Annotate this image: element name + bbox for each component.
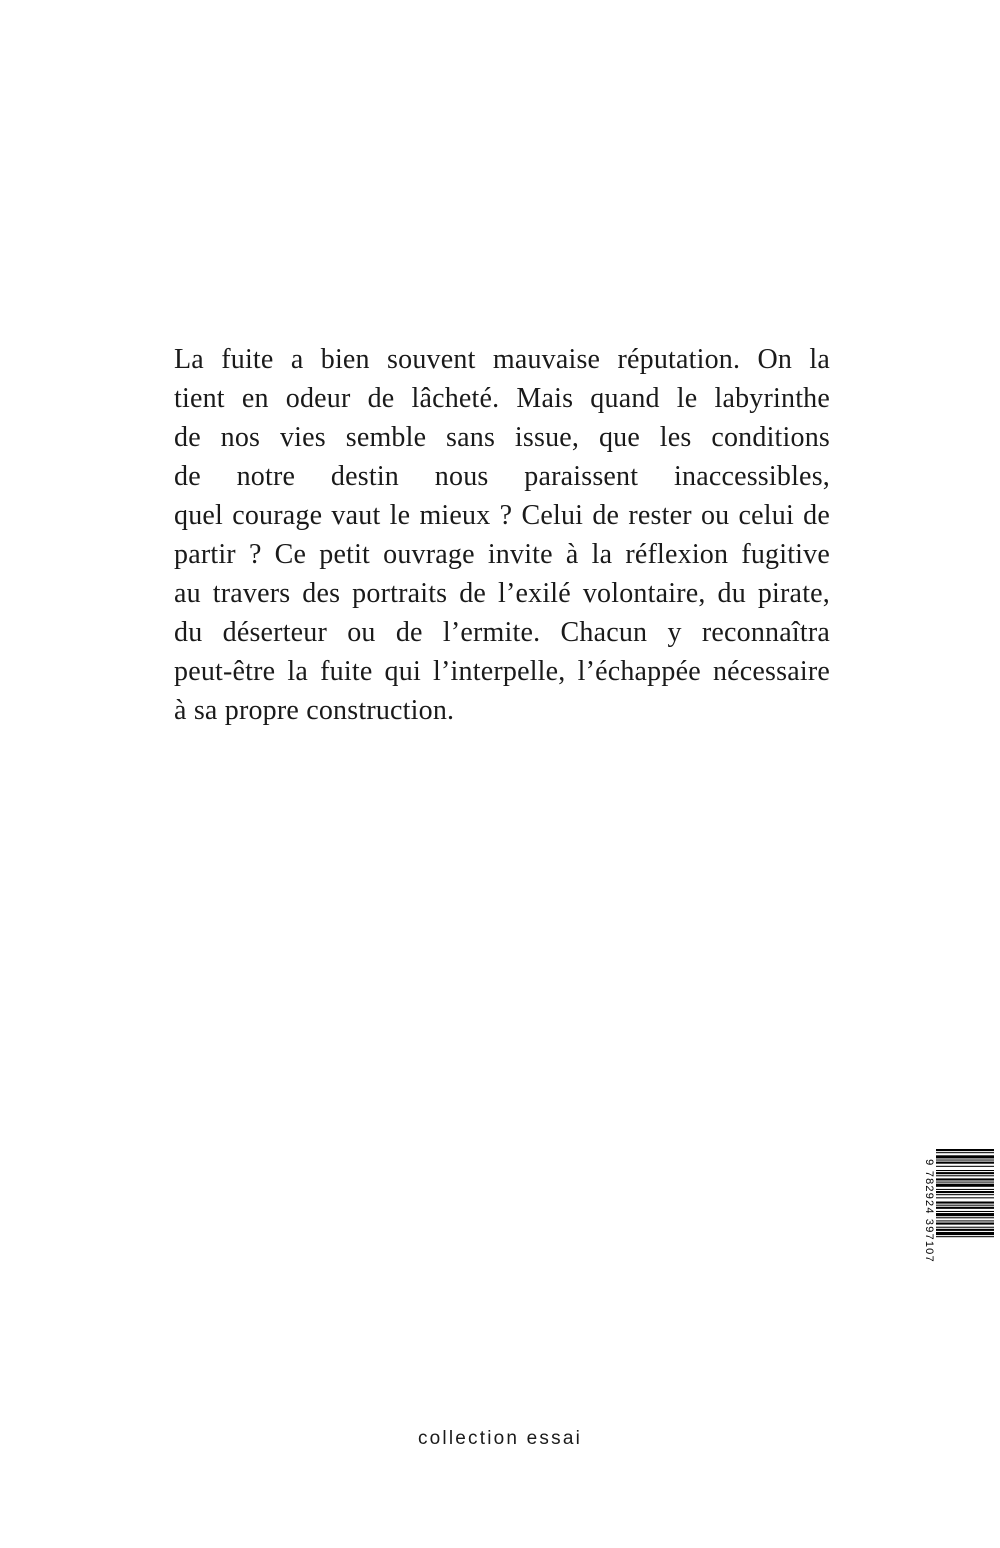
blurb-line: quel courage vaut le mieux ? Celui de rester ou celui de	[174, 500, 830, 531]
blurb-line: peut-être la fuite qui l’interpelle, l’échappée nécessaire	[174, 656, 830, 687]
barcode-bar	[936, 1152, 994, 1153]
blurb-line: du déserteur ou de l’ermite. Chacun y reconnaîtra	[174, 617, 830, 648]
blurb-line: au travers des portraits de l’exilé volontaire, du pirate,	[174, 578, 830, 609]
collection-label: collection essai	[417, 1428, 583, 1449]
barcode-bar	[936, 1191, 994, 1193]
barcode-bar	[936, 1162, 994, 1164]
barcode-bar	[936, 1166, 994, 1167]
barcode-bar	[936, 1197, 994, 1198]
barcode-bar	[936, 1184, 994, 1187]
barcode-bar	[936, 1189, 994, 1190]
barcode-bar	[936, 1213, 994, 1216]
barcode-bars-icon	[936, 1148, 994, 1274]
barcode-bar	[936, 1155, 994, 1158]
barcode-bar	[936, 1227, 994, 1228]
barcode-bar	[936, 1223, 994, 1225]
barcode-bar	[936, 1229, 994, 1231]
barcode-bar	[936, 1194, 994, 1195]
barcode-bar	[936, 1170, 994, 1171]
blurb-line: à sa propre construction.	[174, 695, 455, 726]
barcode-bar	[936, 1217, 994, 1218]
barcode-bar	[936, 1220, 994, 1221]
barcode-bar	[936, 1236, 994, 1237]
barcode-bar	[936, 1172, 994, 1174]
isbn-barcode	[922, 1148, 994, 1274]
barcode-bar	[936, 1211, 994, 1212]
barcode-bar	[936, 1202, 994, 1204]
barcode-bar	[936, 1175, 994, 1176]
barcode-bar	[936, 1205, 994, 1206]
blurb-line: de notre destin nous paraissent inaccessibles,	[174, 461, 830, 492]
blurb-line: partir ? Ce petit ouvrage invite à la réflexion fugitive	[174, 539, 830, 570]
barcode-bar	[936, 1178, 994, 1180]
barcode-bar	[936, 1149, 994, 1151]
isbn-number: 9 782924 397107	[923, 1159, 935, 1263]
barcode-bar	[936, 1207, 994, 1209]
barcode-bar	[936, 1232, 994, 1235]
back-cover-blurb	[174, 340, 830, 730]
barcode-bar	[936, 1182, 994, 1183]
blurb-line: tient en odeur de lâcheté. Mais quand le labyrinthe	[174, 383, 830, 414]
blurb-line: de nos vies semble sans issue, que les conditions	[174, 422, 830, 453]
isbn-digits	[922, 1148, 936, 1274]
blurb-line: La fuite a bien souvent mauvaise réputation. On la	[174, 344, 830, 375]
barcode-bar	[936, 1160, 994, 1161]
